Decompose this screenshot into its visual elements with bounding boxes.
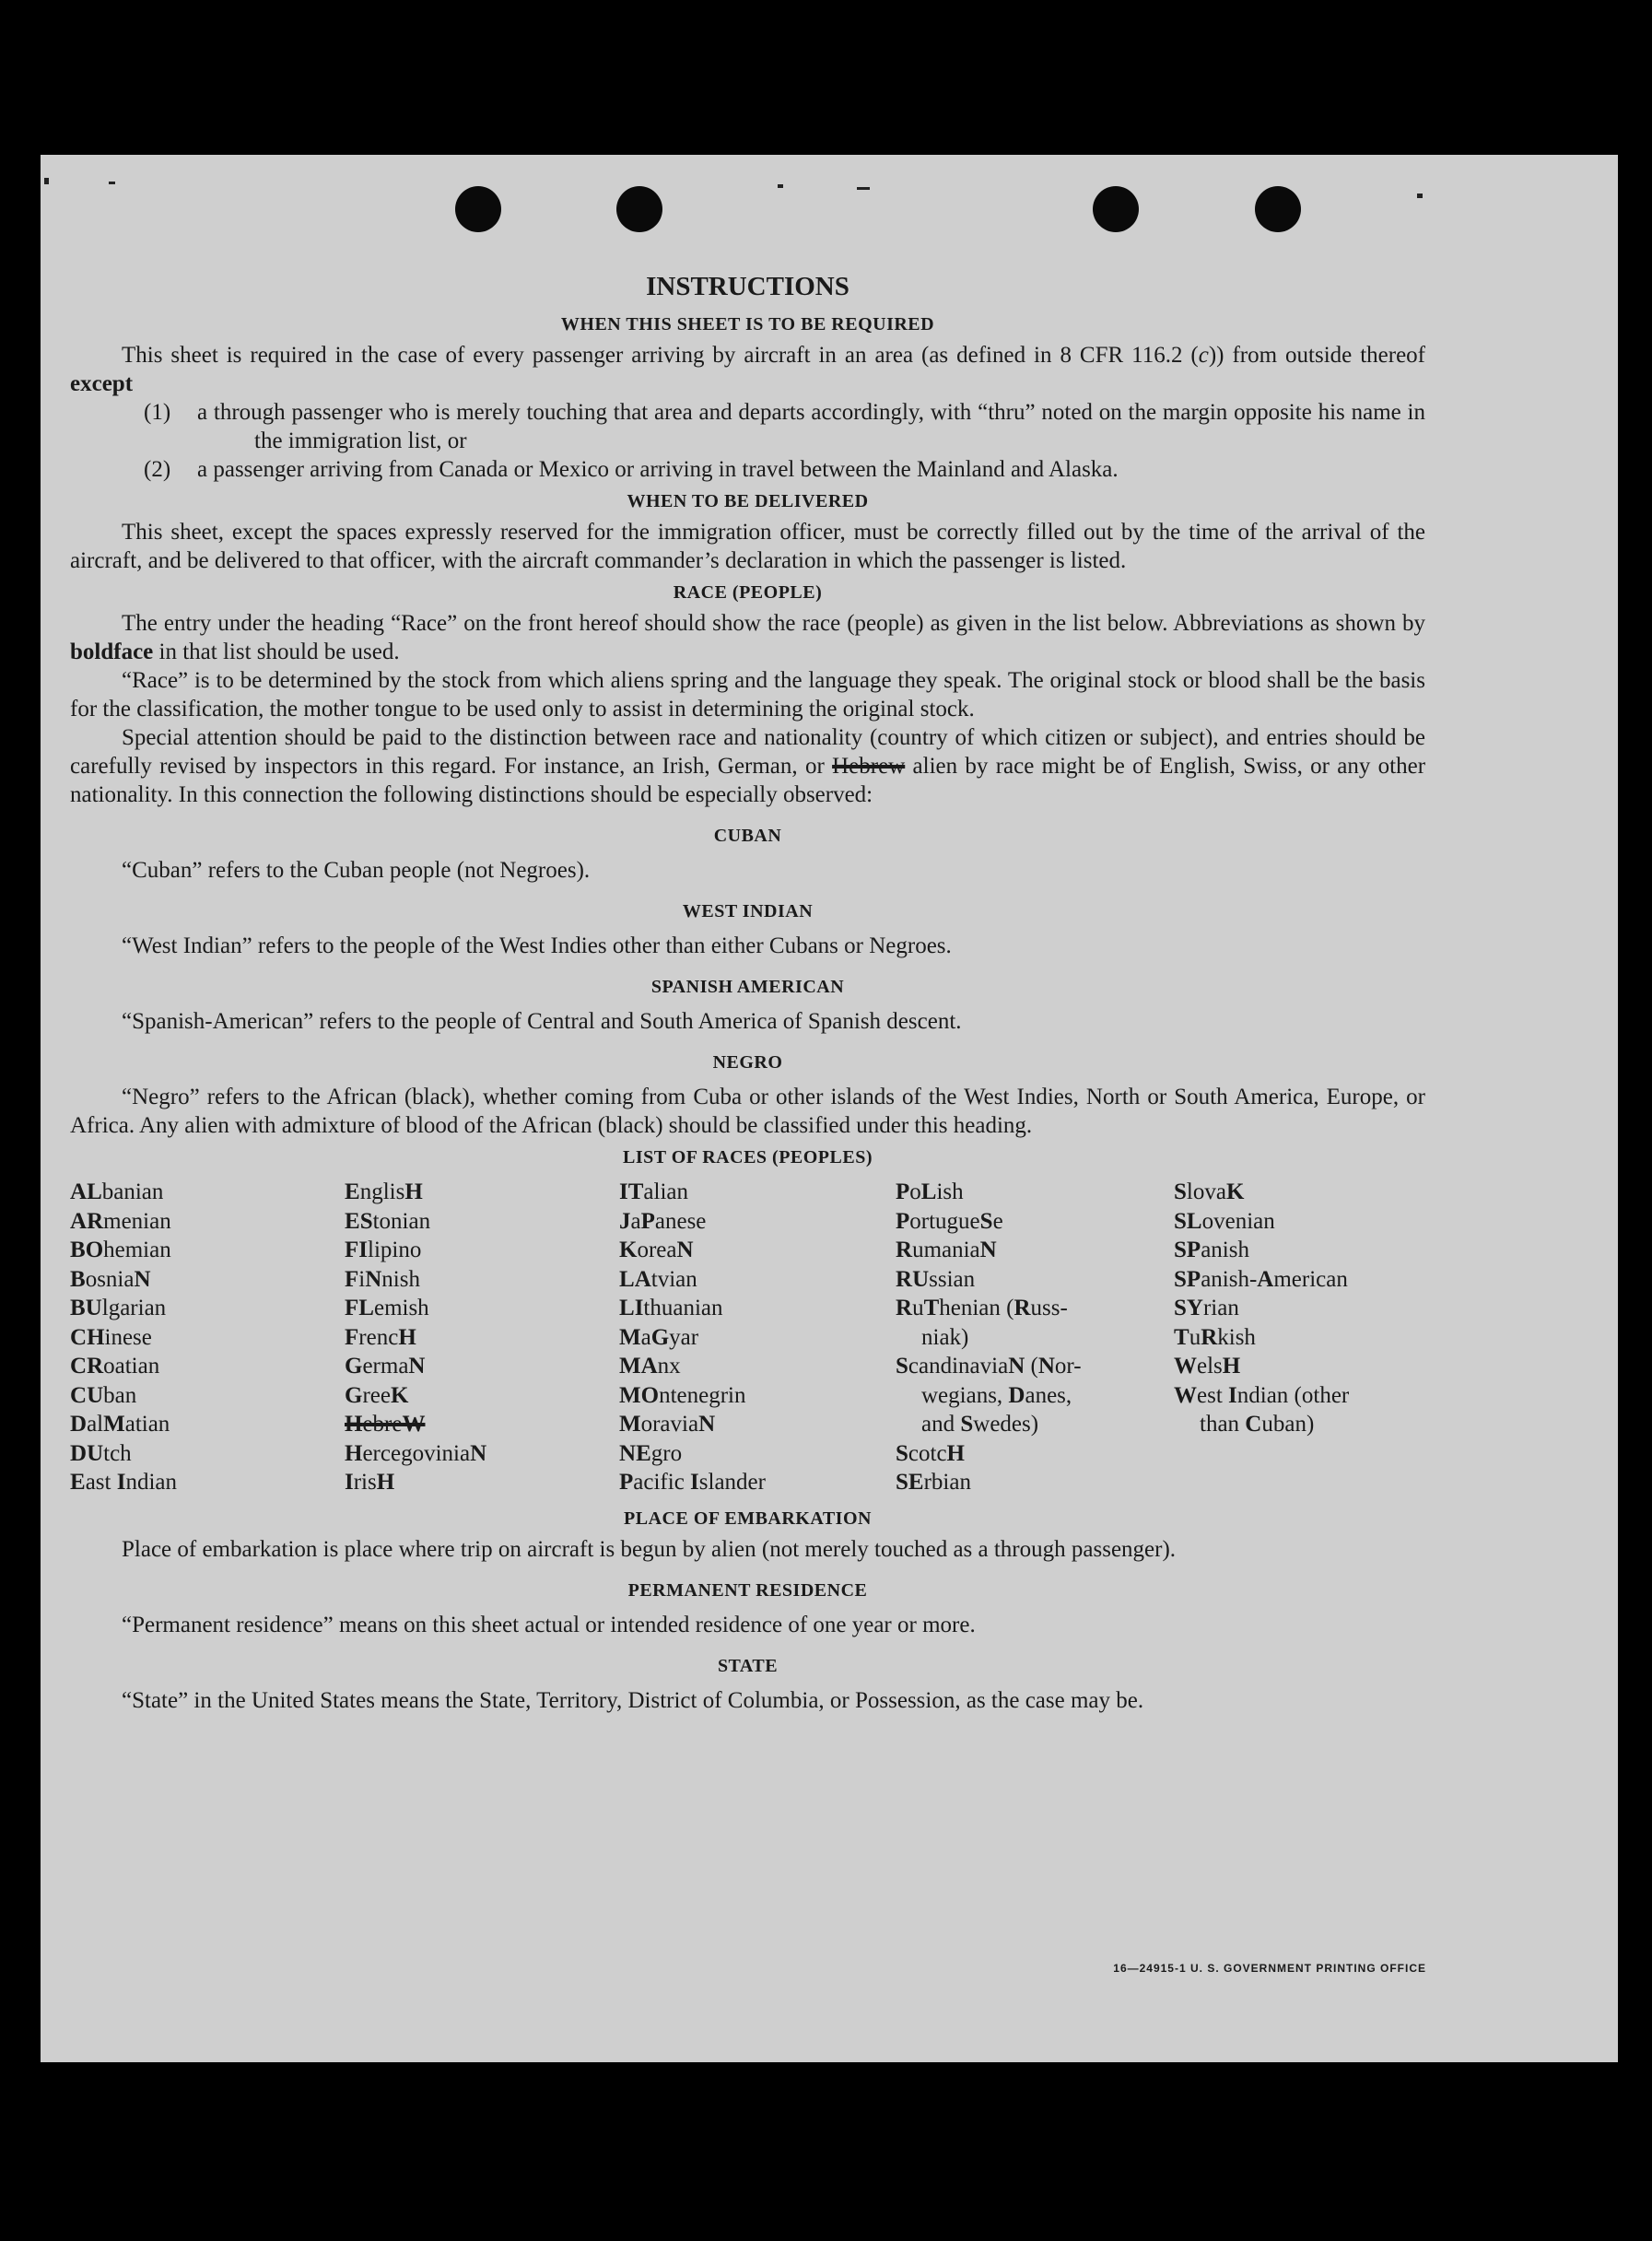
section-heading: LIST OF RACES (PEOPLES)	[622, 1147, 873, 1167]
speck	[44, 178, 49, 184]
paragraph: “Permanent residence” means on this sheet actual or intended residence of one year or more.	[122, 1612, 976, 1637]
race-entry: SPanish	[1174, 1238, 1249, 1262]
race-column	[619, 1178, 896, 1497]
instructions-content	[70, 273, 1425, 1715]
race-entry: ScandinaviaN (Nor-	[896, 1354, 1082, 1379]
race-entry: NEgro	[619, 1440, 683, 1466]
race-entry: CRoatian	[70, 1354, 160, 1379]
paragraph: “Negro” refers to the African (black), whether coming from Cuba or other islands of the West Indies, North or South America, Europe, or Africa. Any alien with admixture of blood of the African (black) should be classified under this heading.	[70, 1085, 1425, 1138]
race-entry: MOntenegrin	[619, 1382, 746, 1408]
race-entry: niak)	[921, 1324, 969, 1350]
race-entry: FLemish	[345, 1296, 429, 1320]
text: in that list should be used.	[158, 639, 400, 664]
punch-hole	[616, 186, 662, 232]
race-entry: DUtch	[70, 1440, 132, 1466]
race-entry: BosniaN	[70, 1266, 151, 1292]
section-heading: CUBAN	[713, 826, 782, 846]
item-number: (2)	[144, 457, 171, 482]
paragraph: “West Indian” refers to the people of the West Indies other than either Cubans or Negroes.	[122, 933, 952, 958]
race-entry: Pacific Islander	[619, 1470, 766, 1495]
emphasis: except	[70, 371, 134, 396]
race-entry: East Indian	[70, 1470, 177, 1495]
race-entry: LIthuanian	[619, 1296, 723, 1320]
race-entry: PortugueSe	[896, 1208, 1003, 1234]
race-entry: LAtvian	[619, 1266, 697, 1292]
race-list	[70, 1178, 1425, 1497]
race-entry: and Swedes)	[921, 1412, 1039, 1437]
race-entry: MoraviaN	[619, 1412, 716, 1437]
race-entry: RUssian	[896, 1266, 976, 1292]
race-entry: SlovaK	[1174, 1179, 1245, 1204]
race-entry: SPanish-American	[1174, 1266, 1348, 1292]
paragraph: This sheet, except the spaces expressly reserved for the immigration officer, must be correctly filled out by the time of the arrival of the aircraft, and be delivered to that officer, with the aircraft commander’s declaration in which the passenger is listed.	[70, 520, 1425, 573]
race-column	[1174, 1178, 1425, 1497]
text: )) from outside thereof	[1208, 343, 1425, 368]
speck	[778, 184, 783, 188]
section-heading: PLACE OF EMBARKATION	[624, 1508, 872, 1529]
race-entry: EnglisH	[345, 1179, 423, 1204]
list-item	[70, 398, 1425, 455]
item-text: a through passenger who is merely touching that area and departs accordingly, with “thru” noted on the margin opposite his name in the immigration list, or	[197, 400, 1425, 453]
text: The entry under the heading “Race” on the front hereof should show the race (people) as given in the list below. Abbreviations as shown by	[122, 611, 1425, 636]
race-entry: HebreW	[345, 1412, 426, 1437]
race-entry: IrisH	[345, 1470, 395, 1495]
paragraph: “Spanish-American” refers to the people of Central and South America of Spanish descent.	[122, 1009, 962, 1034]
document-sheet	[41, 155, 1618, 2062]
race-entry: EStonian	[345, 1208, 431, 1234]
section-heading: WEST INDIAN	[682, 901, 814, 921]
punch-hole	[1093, 186, 1139, 232]
page-title: INSTRUCTIONS	[646, 272, 849, 301]
text: This sheet is required in the case of every passenger arriving by aircraft in an area (as defined in 8 CFR 116.2 (	[122, 343, 1199, 368]
race-entry: CUban	[70, 1382, 137, 1408]
race-entry: ScotcH	[896, 1440, 965, 1466]
race-entry: RumaniaN	[896, 1238, 997, 1262]
race-entry: GreeK	[345, 1382, 409, 1408]
section-heading: RACE (PEOPLE)	[673, 582, 823, 603]
section-heading: WHEN THIS SHEET IS TO BE REQUIRED	[560, 314, 935, 334]
race-entry: BUlgarian	[70, 1296, 167, 1320]
race-entry: SLovenian	[1174, 1208, 1275, 1234]
section-heading: NEGRO	[712, 1052, 783, 1073]
paragraph	[70, 609, 1425, 666]
race-entry: BOhemian	[70, 1238, 171, 1262]
race-entry: FrencH	[345, 1324, 416, 1350]
race-entry: DalMatian	[70, 1412, 170, 1437]
item-text: a passenger arriving from Canada or Mexico or arriving in travel between the Mainland and Alaska.	[197, 457, 1119, 482]
race-entry: SErbian	[896, 1470, 971, 1495]
race-entry: FIlipino	[345, 1238, 422, 1262]
speck	[1417, 194, 1423, 198]
race-entry: TuRkish	[1174, 1324, 1256, 1350]
race-entry: HercegoviniaN	[345, 1440, 487, 1466]
list-item	[70, 455, 1425, 484]
race-entry: WelsH	[1174, 1354, 1241, 1379]
section-heading: PERMANENT RESIDENCE	[627, 1579, 868, 1601]
printer-imprint: 16—24915-1 U. S. GOVERNMENT PRINTING OFFICE	[1113, 1962, 1426, 1975]
paragraph: “Race” is to be determined by the stock from which aliens spring and the language they speak. The original stock or blood shall be the basis for the classification, the mother tongue to be used only to assist in determining the original stock.	[70, 668, 1425, 722]
item-number: (1)	[144, 400, 171, 425]
race-entry: than Cuban)	[1200, 1412, 1315, 1437]
race-entry: KoreaN	[619, 1238, 694, 1262]
paragraph	[70, 723, 1425, 809]
race-entry: West Indian (other	[1174, 1382, 1350, 1408]
paragraph: “Cuban” refers to the Cuban people (not Negroes).	[122, 858, 591, 883]
text: Special attention should be paid to the distinction between race and nationality (country of which citizen or subject), and entries should be carefully revised by inspectors in this regard. For instance, an Irish, German, or	[70, 725, 1425, 779]
section-heading: WHEN TO BE DELIVERED	[627, 491, 869, 511]
race-column	[70, 1178, 345, 1497]
paragraph: Place of embarkation is place where trip on aircraft is begun by alien (not merely touched as a through passenger).	[122, 1536, 1177, 1562]
text: alien by race might be of English, Swiss, or any other nationality. In this connection the following distinctions should be especially observed:	[70, 754, 1426, 807]
punch-hole	[1255, 186, 1301, 232]
race-entry: GermaN	[345, 1354, 426, 1379]
struck-word: Hebrew	[832, 754, 906, 779]
race-entry: MAnx	[619, 1354, 681, 1379]
section-heading: SPANISH AMERICAN	[650, 977, 845, 997]
race-entry: wegians, Danes,	[921, 1382, 1072, 1408]
text: c	[1198, 343, 1209, 368]
race-entry: ARmenian	[70, 1208, 171, 1234]
race-entry: PoLish	[896, 1179, 964, 1204]
race-entry: SYrian	[1174, 1296, 1239, 1320]
race-entry: MaGyar	[619, 1324, 699, 1350]
race-entry: FiNnish	[345, 1266, 420, 1292]
race-entry: ALbanian	[70, 1179, 164, 1204]
race-entry: JaPanese	[619, 1208, 707, 1234]
paragraph	[70, 341, 1425, 398]
speck	[857, 187, 870, 190]
paragraph: “State” in the United States means the State, Territory, District of Columbia, or Possession, as the case may be.	[122, 1687, 1144, 1713]
section-heading: STATE	[717, 1655, 779, 1676]
race-entry: CHinese	[70, 1324, 152, 1350]
punch-hole	[455, 186, 501, 232]
emphasis: boldface	[70, 639, 154, 664]
speck	[109, 182, 115, 184]
race-column	[345, 1178, 619, 1497]
race-entry: ITalian	[619, 1179, 689, 1204]
race-entry: RuThenian (Russ-	[896, 1296, 1068, 1320]
race-column	[896, 1178, 1174, 1497]
